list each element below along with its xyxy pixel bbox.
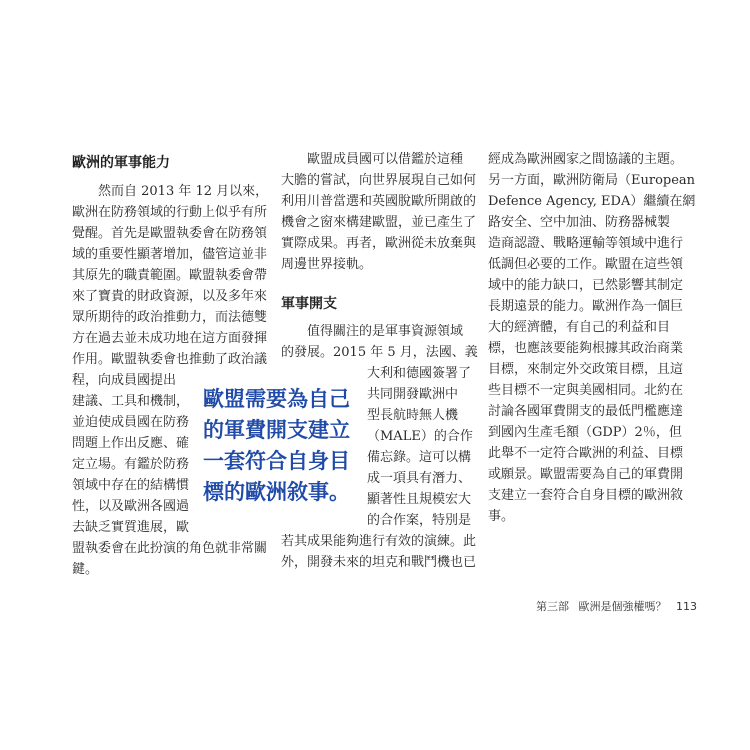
text-line: 或願景。歐盟需要為自己的軍費開 — [488, 467, 684, 482]
text-line: 目標，來制定外交政策目標，且這 — [488, 362, 684, 377]
text-line: 程，向成員國提出 — [72, 373, 177, 388]
footer-chapter-title: 歐洲是個強權嗎？ — [578, 600, 667, 613]
text-line: 鍵。 — [72, 562, 99, 577]
text-line: 利用川普當選和英國脫歐所開啟的 — [281, 194, 477, 209]
column-1-upper — [72, 181, 268, 580]
text-line: 領域中存在的結構慣 — [72, 478, 190, 493]
text-line: 的發展。2015 年 5 月，法國、義 — [281, 345, 478, 360]
text-line: 些目標不一定與美國相同。北約在 — [488, 383, 684, 398]
text-line: 值得關注的是軍事資源領域 — [281, 324, 464, 339]
footer-part: 第三部 — [536, 600, 569, 613]
column-2-narrow — [367, 363, 473, 531]
text-line: 覺醒。首先是歐盟執委會在防務領 — [72, 226, 268, 241]
text-line: 然而自 2013 年 12 月以來， — [72, 184, 269, 199]
text-line: 事。 — [488, 509, 515, 524]
section-heading-military-capability: 歐洲的軍事能力 — [72, 155, 170, 171]
text-line: 域中的能力缺口，已然影響其制定 — [488, 278, 684, 293]
text-line: 討論各國軍費開支的最低門檻應達 — [488, 404, 684, 419]
text-line: 的合作案，特別是 — [367, 513, 472, 528]
text-line: 問題上作出反應、確 — [72, 436, 190, 451]
text-line: 大利和德國簽署了 — [367, 366, 472, 381]
text-line: 長期遠景的能力。歐洲作為一個巨 — [488, 299, 684, 314]
text-line: 大膽的嘗試，向世界展現自己如何 — [281, 173, 477, 188]
text-line: 標，也應該要能夠根據其政治商業 — [488, 341, 684, 356]
text-line: Defence Agency, EDA）繼續在網 — [488, 194, 696, 209]
text-line: 去缺乏實質進展，歐 — [72, 520, 190, 535]
text-line: （MALE）的合作 — [367, 429, 473, 444]
text-line: 大的經濟體，有自己的利益和目 — [488, 320, 671, 335]
text-line: 低調但必要的工作。歐盟在這些領 — [488, 257, 684, 272]
text-line: 定立場。有鑑於防務 — [72, 457, 190, 472]
text-line: 此舉不一定符合歐洲的利益、目標 — [488, 446, 684, 461]
text-line: 顯著性且規模宏大 — [367, 492, 472, 507]
text-line: 型長航時無人機 — [367, 408, 459, 423]
pull-quote-line: 歐盟需要為自己 — [203, 387, 350, 411]
pull-quote-line: 標的歐洲敘事。 — [203, 480, 350, 504]
page-footer — [536, 598, 703, 614]
page-number: 113 — [676, 600, 697, 613]
text-line: 經成為歐洲國家之間協議的主題。 — [488, 152, 684, 167]
text-line: 盟執委會在此扮演的角色就非常關 — [72, 541, 268, 556]
text-line: 周邊世界接軌。 — [281, 257, 373, 272]
text-line: 並迫使成員國在防務 — [72, 415, 190, 430]
text-line: 歐洲在防務領域的行動上似乎有所 — [72, 205, 268, 220]
text-line: 實際成果。再者，歐洲從未放棄與 — [281, 236, 477, 251]
text-line: 外，開發未來的坦克和戰鬥機也已 — [281, 555, 477, 570]
text-line: 若其成果能夠進行有效的演練。此 — [281, 534, 477, 549]
text-line: 來了寶貴的財政資源，以及多年來 — [72, 289, 268, 304]
column-2-mid — [281, 321, 478, 363]
pull-quote-line: 的軍費開支建立 — [203, 418, 350, 442]
text-line: 方在過去並未成功地在這方面發揮 — [72, 331, 268, 346]
text-line: 備忘錄。這可以構 — [367, 450, 472, 465]
pull-quote-line: 一套符合自身目 — [203, 449, 350, 473]
text-line: 路安全、空中加油、防務器械製 — [488, 215, 671, 230]
section-heading-military-spending: 軍事開支 — [281, 296, 337, 312]
text-line: 域的重要性顯著增加，儘管這並非 — [72, 247, 268, 262]
text-line: 造商認證、戰略運輸等領域中進行 — [488, 236, 684, 251]
pull-quote — [203, 384, 358, 508]
text-line: 支建立一套符合自身目標的歐洲敘 — [488, 488, 684, 503]
column-2-bottom — [281, 531, 476, 573]
text-line: 到國內生產毛額（GDP）2％，但 — [488, 425, 682, 440]
text-line: 其原先的職責範圍。歐盟執委會帶 — [72, 268, 268, 283]
column-2-top — [281, 149, 476, 275]
text-line: 建議、工具和機制， — [72, 394, 190, 409]
text-line: 另一方面，歐洲防衛局（European — [488, 173, 696, 188]
text-line: 歐盟成員國可以借鑑於這種 — [281, 152, 464, 167]
text-line: 眾所期待的政治推動力，而法德雙 — [72, 310, 268, 325]
column-3 — [488, 149, 695, 527]
text-line: 機會之窗來構建歐盟，並已產生了 — [281, 215, 477, 230]
text-line: 作用。歐盟執委會也推動了政治議 — [72, 352, 268, 367]
text-line: 成一項具有潛力、 — [367, 471, 472, 486]
text-line: 共同開發歐洲中 — [367, 387, 459, 402]
text-line: 性，以及歐洲各國過 — [72, 499, 190, 514]
